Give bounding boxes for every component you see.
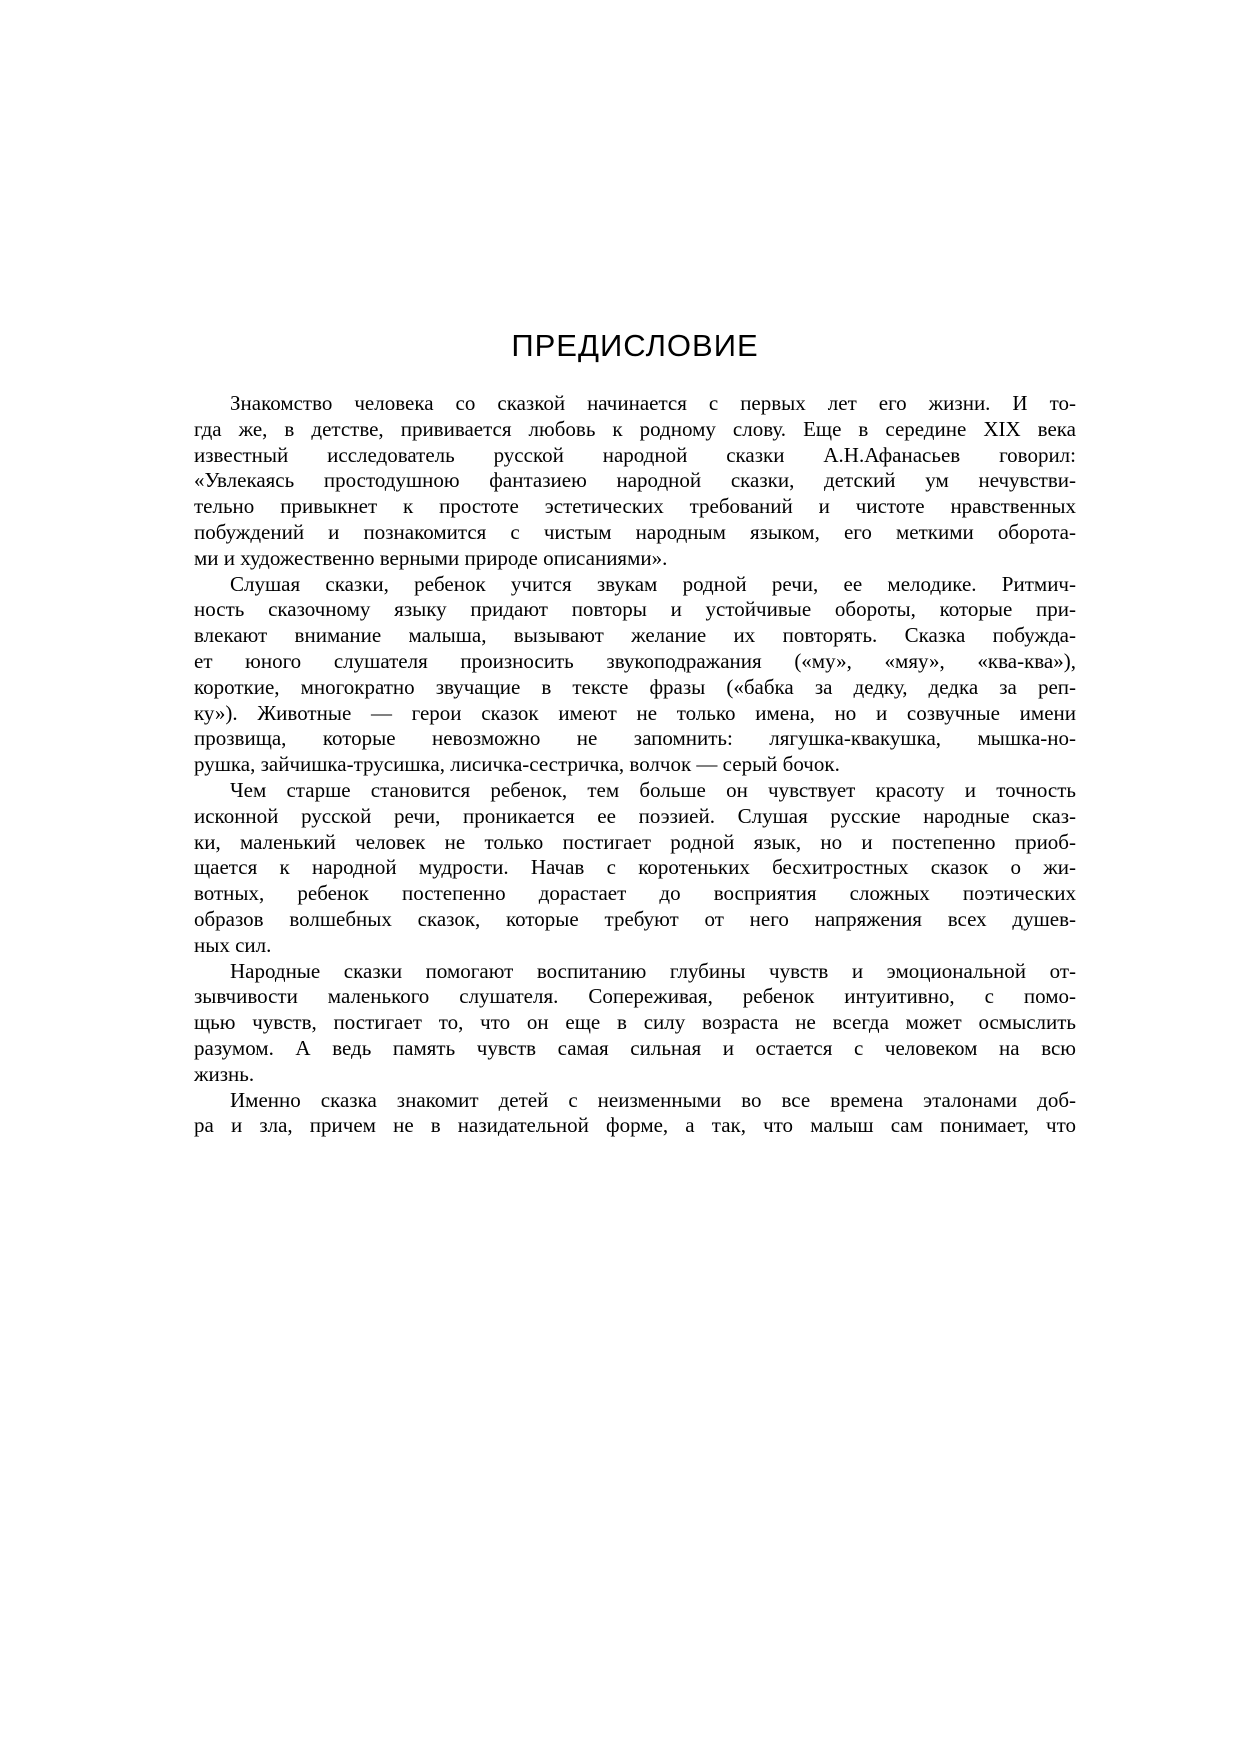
text-line: Чем старше становится ребенок, тем больше он чувствует красоту и точность [230, 777, 1076, 802]
text-line: прозвища, которые невозможно не запомнить: лягушка-квакушка, мышка-но- [194, 726, 1076, 751]
text-line: тельно привыкнет к простоте эстетических требований и чистоте нравственных [194, 494, 1076, 519]
text-line: разумом. А ведь память чувств самая сильная и остается с человеком на всю [194, 1035, 1076, 1060]
text-line: влекают внимание малыша, вызывают желание их повторять. Сказка побужда- [194, 623, 1076, 648]
text-line: побуждений и познакомится с чистым народным языком, его меткими оборота- [194, 519, 1076, 544]
text-line: щается к народной мудрости. Начав с коротеньких бесхитростных сказок о жи- [194, 855, 1076, 880]
text-line: ми и художественно верными природе описаниями». [194, 545, 668, 570]
text-line: гда же, в детстве, прививается любовь к родному слову. Еще в середине XIX века [194, 416, 1076, 441]
text-line: ность сказочному языку придают повторы и устойчивые обороты, которые при- [194, 597, 1076, 622]
text-line: ку»). Животные — герои сказок имеют не только имена, но и созвучные имени [194, 700, 1076, 725]
text-line: Слушая сказки, ребенок учится звукам родной речи, ее мелодике. Ритмич- [230, 571, 1076, 596]
text-line: короткие, многократно звучащие в тексте фразы («бабка за дедку, дедка за реп- [194, 674, 1076, 699]
text-line: ки, маленький человек не только постигает родной язык, но и постепенно приоб- [194, 829, 1076, 854]
text-line: образов волшебных сказок, которые требуют от него напряжения всех душев- [194, 906, 1076, 931]
paragraph-1 [194, 391, 1076, 572]
preface-text [194, 391, 1076, 1139]
text-line: исконной русской речи, проникается ее поэзией. Слушая русские народные сказ- [194, 803, 1076, 828]
text-line: ет юного слушателя произносить звукоподражания («му», «мяу», «ква-ква»), [194, 648, 1076, 673]
text-line: ных сил. [194, 932, 272, 957]
paragraph-5 [194, 1088, 1076, 1140]
text-line: щью чувств, постигает то, что он еще в силу возраста не всегда может осмыслить [194, 1010, 1076, 1035]
text-line: вотных, ребенок постепенно дорастает до восприятия сложных поэтических [194, 881, 1076, 906]
page-title: ПРЕДИСЛОВИЕ [511, 328, 759, 363]
text-line: Именно сказка знакомит детей с неизменными во все времена эталонами доб- [230, 1087, 1076, 1112]
text-line: «Увлекаясь простодушною фантазиею народной сказки, детский ум нечувстви- [194, 468, 1076, 493]
text-line: рушка, зайчишка-трусишка, лисичка-сестричка, волчок — серый бочок. [194, 752, 840, 777]
text-line: известный исследователь русской народной сказки А.Н.Афанасьев говорил: [194, 442, 1076, 467]
paragraph-3 [194, 778, 1076, 959]
text-line: Знакомство человека со сказкой начинается с первых лет его жизни. И то- [230, 391, 1076, 415]
paragraph-4 [194, 959, 1076, 1088]
text-line: жизнь. [194, 1061, 255, 1086]
paragraph-2 [194, 572, 1076, 778]
text-line: ра и зла, причем не в назидательной форме, а так, что малыш сам понимает, что [194, 1113, 1076, 1138]
text-line: Народные сказки помогают воспитанию глубины чувств и эмоциональной от- [230, 958, 1076, 983]
text-line: зывчивости маленького слушателя. Сопереживая, ребенок интуитивно, с помо- [194, 984, 1076, 1009]
